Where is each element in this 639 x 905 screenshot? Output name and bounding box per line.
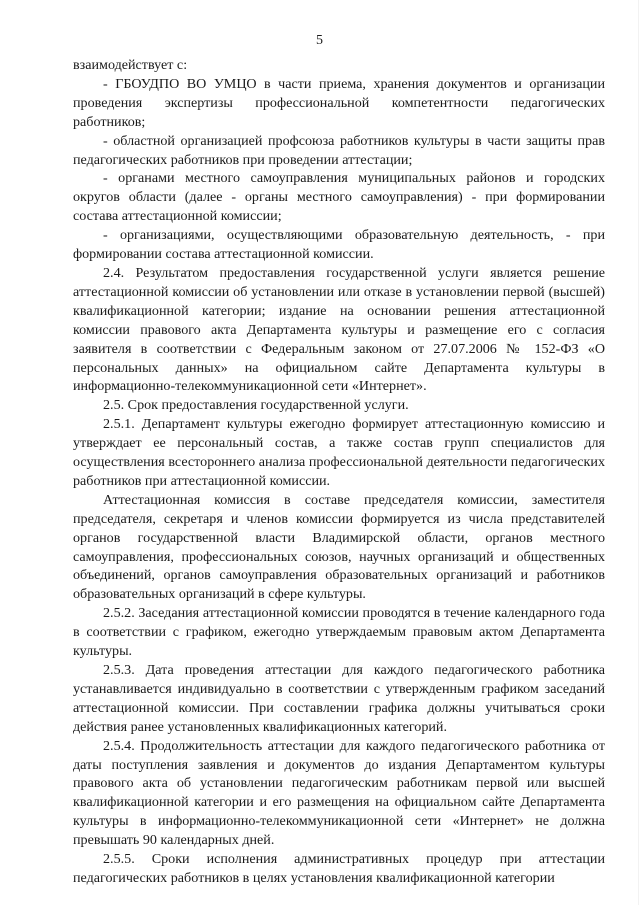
document-body	[73, 56, 605, 888]
list-item-gbudpo: - ГБОУДПО ВО УМЦО в части приема, хранения документов и организации проведения экспертизы профессиональной компетентности педагогических работников;	[73, 75, 605, 130]
paragraph-2-4: 2.4. Результатом предоставления государственной услуги является решение аттестационной комиссии об установлении или отказе в установлении первой (высшей) квалификационной категории; издание на основании решения аттестационной комиссии правового акта Департамента культуры и размещение его с согласия заявителя в соответствии с Федеральным законом от 27.07.2006 № 152-ФЗ «О персональных данных» на официальном сайте Департамента культуры в информационно-телекоммуникационной сети «Интернет».	[73, 264, 605, 395]
paragraph-2-5: 2.5. Срок предоставления государственной услуги.	[103, 397, 409, 414]
list-item-educational-organizations: - организациями, осуществляющими образовательную деятельность, - при формировании состава аттестационной комиссии.	[73, 227, 605, 263]
paragraph-2-5-3: 2.5.3. Дата проведения аттестации для каждого педагогического работника устанавливается индивидуально в соответствии с утвержденным графиком заседаний аттестационной комиссии. При составлении графика должны учитываться сроки действия ранее установленных квалификационных категорий.	[73, 662, 605, 735]
paragraph-2-5-2: 2.5.2. Заседания аттестационной комиссии проводятся в течение календарного года в соответствии с графиком, ежегодно утверждаемым правовым актом Департамента культуры.	[73, 605, 605, 660]
paragraph-2-5-1: 2.5.1. Департамент культуры ежегодно формирует аттестационную комиссию и утверждает ее персональный состав, а также состав групп специалистов для осуществления всестороннего анализа профессиональной деятельности педагогических работников при аттестационной комиссии.	[73, 416, 605, 489]
list-item-union: - областной организацией профсоюза работников культуры в части защиты прав педагогических работников при проведении аттестации;	[73, 132, 605, 168]
paragraph-intro: взаимодействует с:	[73, 57, 188, 73]
paragraph-2-5-4: 2.5.4. Продолжительность аттестации для каждого педагогического работника от даты поступления заявления и документов до издания Департаментом культуры правового акта об установлении педагогическим работникам первой или высшей квалификационной категории и его размещения на официальном сайте Департамента культуры в информационно-телекоммуникационной сети «Интернет» не должна превышать 90 календарных дней.	[73, 737, 605, 849]
page-number: 5	[316, 33, 323, 48]
paragraph-commission-composition: Аттестационная комиссия в составе председателя комиссии, заместителя председателя, секретаря и членов комиссии формируется из числа представителей органов государственной власти Владимирской области, органов местного самоуправления, профессиональных союзов, научных организаций и общественных объединений, органов самоуправления образовательных организаций и работников образовательных организаций в сфере культуры.	[73, 491, 605, 603]
list-item-local-government: - органами местного самоуправления муниципальных районов и городских округов области (далее - органы местного самоуправления) - при формировании состава аттестационной комиссии;	[73, 170, 605, 225]
paragraph-2-5-5: 2.5.5. Сроки исполнения административных процедур при аттестации педагогических работников в целях установления квалификационной категории	[73, 851, 605, 886]
